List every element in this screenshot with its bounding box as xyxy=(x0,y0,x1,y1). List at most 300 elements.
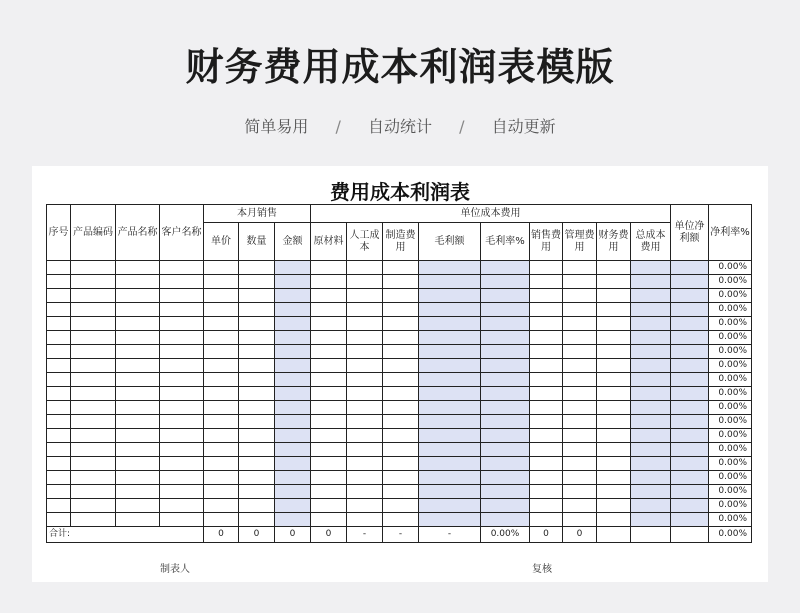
table-cell[interactable] xyxy=(71,289,116,303)
table-cell[interactable] xyxy=(597,317,631,331)
table-cell[interactable] xyxy=(419,429,481,443)
table-cell[interactable] xyxy=(631,443,671,457)
table-cell[interactable] xyxy=(311,513,347,527)
table-cell[interactable] xyxy=(563,289,597,303)
table-cell[interactable] xyxy=(419,387,481,401)
net-margin-cell[interactable]: 0.00% xyxy=(709,373,752,387)
table-cell[interactable] xyxy=(239,303,275,317)
table-cell[interactable] xyxy=(530,261,563,275)
table-cell[interactable] xyxy=(204,345,239,359)
table-cell[interactable] xyxy=(563,303,597,317)
table-cell[interactable] xyxy=(530,303,563,317)
table-cell[interactable] xyxy=(239,443,275,457)
table-cell[interactable] xyxy=(347,303,383,317)
table-cell[interactable] xyxy=(311,317,347,331)
table-cell[interactable] xyxy=(631,499,671,513)
net-margin-cell[interactable]: 0.00% xyxy=(709,429,752,443)
table-cell[interactable] xyxy=(597,485,631,499)
table-cell[interactable] xyxy=(204,401,239,415)
table-cell[interactable] xyxy=(116,457,160,471)
table-cell[interactable] xyxy=(481,289,530,303)
table-cell[interactable] xyxy=(160,485,204,499)
table-cell[interactable] xyxy=(631,513,671,527)
table-cell[interactable] xyxy=(311,457,347,471)
table-cell[interactable] xyxy=(204,387,239,401)
table-cell[interactable] xyxy=(160,499,204,513)
table-cell[interactable] xyxy=(204,443,239,457)
table-cell[interactable] xyxy=(631,415,671,429)
table-cell[interactable] xyxy=(383,457,419,471)
table-cell[interactable] xyxy=(383,359,419,373)
table-cell[interactable] xyxy=(71,499,116,513)
table-cell[interactable] xyxy=(311,387,347,401)
table-cell[interactable] xyxy=(204,303,239,317)
net-margin-cell[interactable]: 0.00% xyxy=(709,303,752,317)
table-cell[interactable] xyxy=(239,345,275,359)
table-cell[interactable] xyxy=(116,345,160,359)
table-cell[interactable] xyxy=(116,415,160,429)
table-cell[interactable] xyxy=(631,359,671,373)
table-cell[interactable] xyxy=(275,499,311,513)
table-cell[interactable] xyxy=(275,485,311,499)
table-cell[interactable] xyxy=(671,373,709,387)
table-cell[interactable] xyxy=(481,415,530,429)
table-cell[interactable] xyxy=(47,275,71,289)
table-cell[interactable] xyxy=(597,275,631,289)
table-cell[interactable] xyxy=(47,485,71,499)
table-cell[interactable] xyxy=(597,471,631,485)
table-cell[interactable] xyxy=(71,345,116,359)
table-cell[interactable] xyxy=(383,415,419,429)
table-cell[interactable] xyxy=(239,471,275,485)
table-cell[interactable] xyxy=(530,471,563,485)
table-cell[interactable] xyxy=(419,499,481,513)
table-cell[interactable] xyxy=(347,261,383,275)
table-cell[interactable] xyxy=(563,317,597,331)
table-cell[interactable] xyxy=(530,457,563,471)
table-cell[interactable] xyxy=(275,331,311,345)
table-cell[interactable] xyxy=(160,415,204,429)
table-cell[interactable] xyxy=(311,303,347,317)
table-cell[interactable] xyxy=(116,289,160,303)
table-cell[interactable] xyxy=(47,387,71,401)
net-margin-cell[interactable]: 0.00% xyxy=(709,513,752,527)
table-cell[interactable] xyxy=(71,303,116,317)
table-cell[interactable] xyxy=(239,317,275,331)
table-cell[interactable] xyxy=(116,443,160,457)
table-cell[interactable] xyxy=(563,275,597,289)
table-cell[interactable] xyxy=(116,359,160,373)
table-cell[interactable] xyxy=(116,471,160,485)
table-cell[interactable] xyxy=(311,499,347,513)
table-cell[interactable] xyxy=(47,401,71,415)
net-margin-cell[interactable]: 0.00% xyxy=(709,443,752,457)
table-cell[interactable] xyxy=(563,261,597,275)
table-cell[interactable] xyxy=(419,317,481,331)
table-cell[interactable] xyxy=(160,261,204,275)
table-cell[interactable] xyxy=(419,443,481,457)
table-cell[interactable] xyxy=(481,443,530,457)
table-cell[interactable] xyxy=(530,415,563,429)
table-cell[interactable] xyxy=(116,331,160,345)
table-cell[interactable] xyxy=(204,513,239,527)
table-cell[interactable] xyxy=(239,289,275,303)
table-cell[interactable] xyxy=(481,387,530,401)
table-cell[interactable] xyxy=(631,261,671,275)
table-cell[interactable] xyxy=(671,345,709,359)
table-cell[interactable] xyxy=(530,443,563,457)
table-cell[interactable] xyxy=(311,359,347,373)
table-cell[interactable] xyxy=(481,429,530,443)
table-cell[interactable] xyxy=(239,387,275,401)
table-cell[interactable] xyxy=(71,415,116,429)
table-cell[interactable] xyxy=(239,373,275,387)
table-cell[interactable] xyxy=(311,261,347,275)
table-cell[interactable] xyxy=(383,499,419,513)
table-cell[interactable] xyxy=(383,485,419,499)
table-cell[interactable] xyxy=(71,471,116,485)
table-cell[interactable] xyxy=(631,275,671,289)
table-cell[interactable] xyxy=(383,275,419,289)
table-cell[interactable] xyxy=(47,373,71,387)
table-cell[interactable] xyxy=(204,373,239,387)
table-cell[interactable] xyxy=(116,429,160,443)
net-margin-cell[interactable]: 0.00% xyxy=(709,401,752,415)
table-cell[interactable] xyxy=(597,401,631,415)
table-cell[interactable] xyxy=(530,275,563,289)
table-cell[interactable] xyxy=(239,401,275,415)
table-cell[interactable] xyxy=(160,331,204,345)
table-cell[interactable] xyxy=(631,289,671,303)
table-cell[interactable] xyxy=(275,345,311,359)
table-cell[interactable] xyxy=(563,415,597,429)
table-cell[interactable] xyxy=(116,387,160,401)
table-cell[interactable] xyxy=(671,513,709,527)
table-cell[interactable] xyxy=(47,415,71,429)
table-cell[interactable] xyxy=(47,289,71,303)
net-margin-cell[interactable]: 0.00% xyxy=(709,261,752,275)
table-cell[interactable] xyxy=(671,401,709,415)
table-cell[interactable] xyxy=(481,499,530,513)
table-cell[interactable] xyxy=(204,485,239,499)
net-margin-cell[interactable]: 0.00% xyxy=(709,387,752,401)
table-cell[interactable] xyxy=(71,513,116,527)
table-cell[interactable] xyxy=(47,317,71,331)
table-cell[interactable] xyxy=(671,317,709,331)
table-cell[interactable] xyxy=(204,261,239,275)
table-cell[interactable] xyxy=(631,373,671,387)
table-cell[interactable] xyxy=(530,345,563,359)
net-margin-cell[interactable]: 0.00% xyxy=(709,331,752,345)
table-cell[interactable] xyxy=(530,331,563,345)
table-cell[interactable] xyxy=(275,261,311,275)
table-cell[interactable] xyxy=(204,415,239,429)
table-cell[interactable] xyxy=(47,429,71,443)
table-cell[interactable] xyxy=(383,303,419,317)
table-cell[interactable] xyxy=(347,457,383,471)
table-cell[interactable] xyxy=(47,499,71,513)
table-cell[interactable] xyxy=(275,359,311,373)
table-cell[interactable] xyxy=(563,513,597,527)
table-cell[interactable] xyxy=(47,331,71,345)
table-cell[interactable] xyxy=(347,513,383,527)
table-cell[interactable] xyxy=(311,345,347,359)
table-cell[interactable] xyxy=(597,415,631,429)
table-cell[interactable] xyxy=(597,331,631,345)
table-cell[interactable] xyxy=(47,457,71,471)
table-cell[interactable] xyxy=(419,373,481,387)
table-cell[interactable] xyxy=(204,499,239,513)
table-cell[interactable] xyxy=(160,303,204,317)
table-cell[interactable] xyxy=(71,429,116,443)
table-cell[interactable] xyxy=(419,471,481,485)
table-cell[interactable] xyxy=(383,317,419,331)
table-cell[interactable] xyxy=(347,471,383,485)
table-cell[interactable] xyxy=(383,513,419,527)
table-cell[interactable] xyxy=(239,415,275,429)
table-cell[interactable] xyxy=(347,429,383,443)
table-cell[interactable] xyxy=(160,471,204,485)
table-cell[interactable] xyxy=(631,303,671,317)
table-cell[interactable] xyxy=(116,373,160,387)
table-cell[interactable] xyxy=(481,513,530,527)
table-cell[interactable] xyxy=(160,387,204,401)
table-cell[interactable] xyxy=(671,499,709,513)
table-cell[interactable] xyxy=(530,373,563,387)
table-cell[interactable] xyxy=(239,499,275,513)
table-cell[interactable] xyxy=(530,513,563,527)
table-cell[interactable] xyxy=(275,457,311,471)
table-cell[interactable] xyxy=(419,401,481,415)
table-cell[interactable] xyxy=(347,415,383,429)
table-cell[interactable] xyxy=(481,261,530,275)
table-cell[interactable] xyxy=(563,401,597,415)
table-cell[interactable] xyxy=(71,387,116,401)
table-cell[interactable] xyxy=(563,499,597,513)
net-margin-cell[interactable]: 0.00% xyxy=(709,457,752,471)
table-cell[interactable] xyxy=(419,331,481,345)
table-cell[interactable] xyxy=(597,373,631,387)
table-cell[interactable] xyxy=(671,387,709,401)
table-cell[interactable] xyxy=(47,345,71,359)
table-cell[interactable] xyxy=(116,401,160,415)
table-cell[interactable] xyxy=(116,513,160,527)
table-cell[interactable] xyxy=(530,387,563,401)
table-cell[interactable] xyxy=(347,485,383,499)
table-cell[interactable] xyxy=(275,289,311,303)
table-cell[interactable] xyxy=(597,359,631,373)
table-cell[interactable] xyxy=(631,331,671,345)
table-cell[interactable] xyxy=(383,471,419,485)
table-cell[interactable] xyxy=(275,317,311,331)
table-cell[interactable] xyxy=(116,303,160,317)
table-cell[interactable] xyxy=(631,401,671,415)
table-cell[interactable] xyxy=(383,429,419,443)
table-cell[interactable] xyxy=(160,317,204,331)
table-cell[interactable] xyxy=(347,317,383,331)
table-cell[interactable] xyxy=(671,471,709,485)
table-cell[interactable] xyxy=(71,317,116,331)
table-cell[interactable] xyxy=(275,443,311,457)
table-cell[interactable] xyxy=(160,373,204,387)
table-cell[interactable] xyxy=(71,261,116,275)
table-cell[interactable] xyxy=(563,457,597,471)
table-cell[interactable] xyxy=(47,443,71,457)
table-cell[interactable] xyxy=(160,443,204,457)
table-cell[interactable] xyxy=(311,373,347,387)
table-cell[interactable] xyxy=(671,485,709,499)
table-cell[interactable] xyxy=(530,429,563,443)
table-cell[interactable] xyxy=(71,457,116,471)
table-cell[interactable] xyxy=(563,485,597,499)
table-cell[interactable] xyxy=(383,373,419,387)
table-cell[interactable] xyxy=(311,429,347,443)
table-cell[interactable] xyxy=(419,303,481,317)
table-cell[interactable] xyxy=(347,331,383,345)
table-cell[interactable] xyxy=(239,429,275,443)
table-cell[interactable] xyxy=(597,429,631,443)
table-cell[interactable] xyxy=(597,289,631,303)
table-cell[interactable] xyxy=(563,471,597,485)
table-cell[interactable] xyxy=(347,443,383,457)
table-cell[interactable] xyxy=(311,331,347,345)
table-cell[interactable] xyxy=(239,261,275,275)
table-cell[interactable] xyxy=(204,429,239,443)
table-cell[interactable] xyxy=(631,387,671,401)
table-cell[interactable] xyxy=(71,359,116,373)
net-margin-cell[interactable]: 0.00% xyxy=(709,499,752,513)
table-cell[interactable] xyxy=(160,275,204,289)
table-cell[interactable] xyxy=(419,457,481,471)
table-cell[interactable] xyxy=(481,457,530,471)
table-cell[interactable] xyxy=(631,345,671,359)
table-cell[interactable] xyxy=(116,261,160,275)
table-cell[interactable] xyxy=(563,359,597,373)
table-cell[interactable] xyxy=(71,275,116,289)
table-cell[interactable] xyxy=(530,499,563,513)
table-cell[interactable] xyxy=(275,275,311,289)
table-cell[interactable] xyxy=(383,289,419,303)
table-cell[interactable] xyxy=(275,303,311,317)
table-cell[interactable] xyxy=(563,373,597,387)
table-cell[interactable] xyxy=(204,471,239,485)
table-cell[interactable] xyxy=(481,401,530,415)
table-cell[interactable] xyxy=(597,345,631,359)
table-cell[interactable] xyxy=(71,373,116,387)
table-cell[interactable] xyxy=(530,401,563,415)
table-cell[interactable] xyxy=(671,303,709,317)
table-cell[interactable] xyxy=(481,275,530,289)
table-cell[interactable] xyxy=(347,275,383,289)
net-margin-cell[interactable]: 0.00% xyxy=(709,415,752,429)
table-cell[interactable] xyxy=(563,443,597,457)
table-cell[interactable] xyxy=(347,359,383,373)
net-margin-cell[interactable]: 0.00% xyxy=(709,359,752,373)
table-cell[interactable] xyxy=(481,485,530,499)
table-cell[interactable] xyxy=(563,331,597,345)
table-cell[interactable] xyxy=(204,317,239,331)
table-cell[interactable] xyxy=(631,429,671,443)
table-cell[interactable] xyxy=(204,331,239,345)
table-cell[interactable] xyxy=(481,359,530,373)
table-cell[interactable] xyxy=(563,345,597,359)
table-cell[interactable] xyxy=(347,401,383,415)
table-cell[interactable] xyxy=(239,331,275,345)
table-cell[interactable] xyxy=(597,303,631,317)
table-cell[interactable] xyxy=(311,275,347,289)
table-cell[interactable] xyxy=(160,457,204,471)
net-margin-cell[interactable]: 0.00% xyxy=(709,345,752,359)
table-cell[interactable] xyxy=(116,485,160,499)
table-cell[interactable] xyxy=(419,345,481,359)
table-cell[interactable] xyxy=(311,415,347,429)
table-cell[interactable] xyxy=(239,485,275,499)
table-cell[interactable] xyxy=(671,415,709,429)
table-cell[interactable] xyxy=(671,429,709,443)
table-cell[interactable] xyxy=(597,261,631,275)
table-cell[interactable] xyxy=(419,485,481,499)
table-cell[interactable] xyxy=(671,331,709,345)
table-cell[interactable] xyxy=(530,485,563,499)
net-margin-cell[interactable]: 0.00% xyxy=(709,317,752,331)
net-margin-cell[interactable]: 0.00% xyxy=(709,275,752,289)
table-cell[interactable] xyxy=(160,513,204,527)
table-cell[interactable] xyxy=(347,387,383,401)
table-cell[interactable] xyxy=(671,261,709,275)
table-cell[interactable] xyxy=(47,471,71,485)
table-cell[interactable] xyxy=(563,429,597,443)
table-cell[interactable] xyxy=(275,513,311,527)
table-cell[interactable] xyxy=(160,289,204,303)
table-cell[interactable] xyxy=(631,485,671,499)
table-cell[interactable] xyxy=(116,499,160,513)
table-cell[interactable] xyxy=(481,471,530,485)
table-cell[interactable] xyxy=(419,289,481,303)
table-cell[interactable] xyxy=(419,513,481,527)
table-cell[interactable] xyxy=(419,359,481,373)
table-cell[interactable] xyxy=(275,415,311,429)
table-cell[interactable] xyxy=(631,457,671,471)
net-margin-cell[interactable]: 0.00% xyxy=(709,471,752,485)
table-cell[interactable] xyxy=(597,443,631,457)
table-cell[interactable] xyxy=(383,401,419,415)
table-cell[interactable] xyxy=(671,443,709,457)
table-cell[interactable] xyxy=(47,303,71,317)
table-cell[interactable] xyxy=(671,289,709,303)
table-cell[interactable] xyxy=(71,443,116,457)
table-cell[interactable] xyxy=(311,401,347,415)
table-cell[interactable] xyxy=(116,275,160,289)
table-cell[interactable] xyxy=(481,331,530,345)
table-cell[interactable] xyxy=(481,303,530,317)
table-cell[interactable] xyxy=(47,261,71,275)
table-cell[interactable] xyxy=(239,359,275,373)
table-cell[interactable] xyxy=(530,317,563,331)
table-cell[interactable] xyxy=(383,261,419,275)
table-cell[interactable] xyxy=(597,387,631,401)
table-cell[interactable] xyxy=(383,331,419,345)
table-cell[interactable] xyxy=(204,275,239,289)
table-cell[interactable] xyxy=(311,443,347,457)
table-cell[interactable] xyxy=(671,275,709,289)
table-cell[interactable] xyxy=(160,429,204,443)
table-cell[interactable] xyxy=(597,499,631,513)
table-cell[interactable] xyxy=(239,275,275,289)
table-cell[interactable] xyxy=(481,317,530,331)
table-cell[interactable] xyxy=(71,401,116,415)
table-cell[interactable] xyxy=(563,387,597,401)
net-margin-cell[interactable]: 0.00% xyxy=(709,485,752,499)
